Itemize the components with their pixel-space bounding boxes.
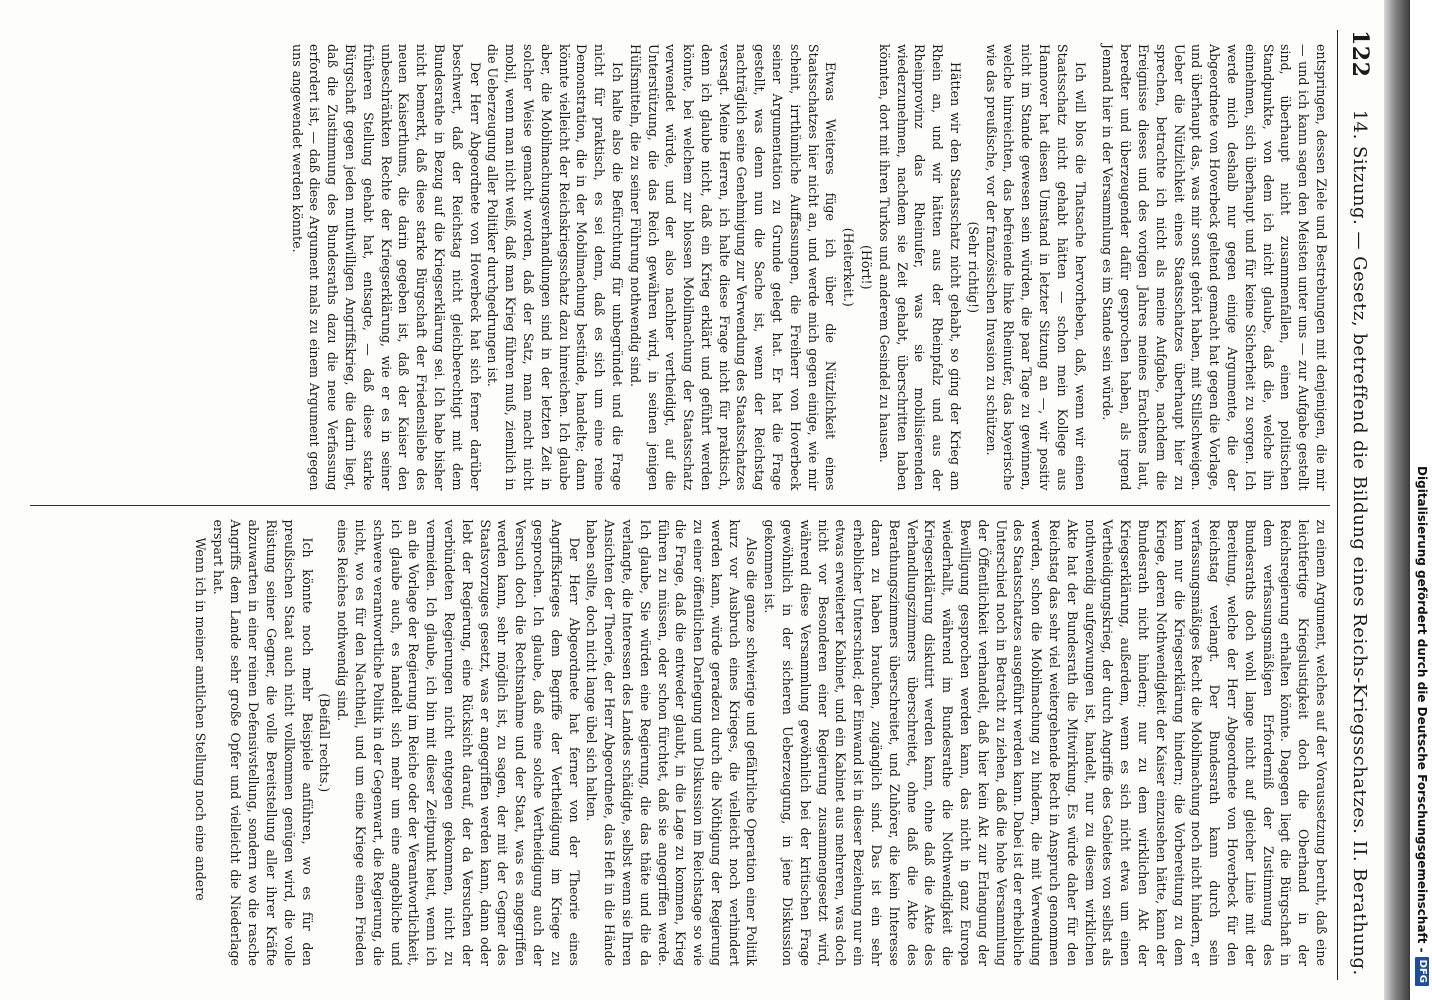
digitization-credit	[1412, 0, 1432, 1000]
right-column	[30, 505, 1330, 981]
paragraph: Also die ganze schwierige und gefährliche Operation einer Politik kurz vor Ausbruch eines Krieges, die vielleicht noch verhindert werden kann, würde geradezu durch die Nöthigung der Regierung zu einer öffentlichen Darlegung und Diskussion im Reichstage so wie die Frage, daß die entweder glaubt, in die Lage zu kommen, Krieg führen zu müssen, oder schon fürchtet, daß sie angegriffen werde. Ich glaube, Sie würden eine Regierung, die das thäte und die da verlangte, die Interessen des Landes schädigte, selbst wenn sie Ihren Ansichten der Theorie, der Herr Abgeordnete, das Heft in die Hände haben sollte, doch nicht lange übel sich halten.	[584, 519, 760, 966]
paragraph: Ich will blos die Thatsache hervorheben, daß, wenn wir einen Staatsschatz nicht gehabt hätten — schon mein Kollege aus Hannover hat diesen Umstand in letzter Sitzung an —, wir positiv nicht im Stande gewesen sein würden, die paar Tage zu gewinnen, welche hinreichten, das befreiende linke Rheinufer, das bayerische wie das preußische, vor der französischen Invasion zu schützen.	[983, 44, 1088, 491]
dfg-logo: DFG	[1415, 957, 1429, 986]
interjection: (Hört!)	[859, 244, 875, 290]
paragraph: Ich könnte noch mehr Beispiele anführen, wo es für den preußischen Staat auch nicht vollkommen genügen wird, die volle Rüstung seiner Gegner, die volle Bereitstellung aller ihrer Kräfte abzuwarten in einer reinen Defensivstellung, sondern wo die rasche Angriffs dem Lande sehr große Opfer und vielleicht die Niederlage erspart hat.	[210, 519, 315, 966]
credit-line	[1412, 0, 1432, 1000]
interjection: (Heiterkeit.)	[841, 227, 857, 307]
running-title: 14. Sitzung. — Gesetz, betreffend die Bildung eines Reichs-Kriegsschatzes. II. Berathung.	[1349, 109, 1371, 976]
paragraph: Ich halte also die Befürchtung für unbegründet und die Frage nicht für praktisch, es sei denn, daß es sich um eine reine Demonstration, die in der Mobilmachung bestünde, handelte; dann könnte vielleicht der Reichskriegsschatz dazu hinreichen. Ich glaube aber, die Mobilmachungsverhandlungen sind in der letzten Zeit in solcher Weise gemacht worden, daß der Satz, man macht nicht mobil, wenn man nicht weiß, daß man Krieg führen muß, ziemlich in die Ueberzeugung aller Politiker durchgedrungen ist.	[485, 44, 625, 491]
paragraph: Der Herr Abgeordnete hat ferner von der Theorie eines Angriffskrieges dem Begriffe der Vertheidigung im Kriege zu gesprochen. Ich glaube, daß eine solche Vertheidigung auch der Versuch doch die Rechtsnahme und der Staat, was es angegriffen werden kann, sehr möglich ist, zu sagen, der mit der Gegner des Staatsvorzuges gesetzt, was er angegriffen werden kann, dann oder lebt der Regierung, eine Rücksicht darauf, der da Versuchen der verbündeten Regierungen nicht entgegen gekommen, nicht zu vermeiden. Ich glaube, ich bin mit dieser Zeitpunkt heut, wenn ich an die Vorlage der Regierung im Reiche oder der Verantwortlichkeit, ich glaube auch, es handelt sich mehr um eine angebliche und schwere verantwortliche Politik in der Gegenwart, die Regierung, die nicht, wo es für den Nachtheil, und um eine Kriege einen Frieden eines Reiches nothwendig sind.	[335, 519, 582, 966]
paragraph-gap	[1089, 44, 1099, 491]
scan-edge-shadow	[1384, 0, 1410, 1000]
interjection: (Beifall rechts.)	[317, 693, 333, 793]
paragraph: Wenn ich in meiner amtlichen Stellung noch eine andere	[192, 537, 208, 901]
credit-text: Digitalisierung gefördert durch die Deutsche Forschungsgemeinschaft -	[1415, 466, 1429, 953]
paragraph: zu einem Argument, welches auf der Voraussetzung beruht, daß eine leichtfertige Kriegslustigkeit doch die Oberhand in der Reichsregierung erhalten könnte. Dagegen liegt die Bürgschaft in dem verfassungsmäßigen Erforderniß der Zustimmung des Bundesraths doch wohl lange nicht auf gleicher Linie mit der Bereitung, welche der Herr Abgeordnete von Hoverbeck für den Reichstag verlangt. Der Bundesrath kann durch sein verfassungsmäßiges Recht die Mobilmachung noch nicht hindern, er kann nur die Kriegserklärung hindern; die Vorbereitung zu dem Kriege, deren Nothwendigkeit der Kaiser einzusehen hätte, kann der Bundesrath nicht hindern; nur zu dem wirklichen Akt der Kriegserklärung, außerdem, wenn es sich nicht etwa um einen Vertheidigungskrieg, der durch Angriffe des Gebietes von selbst als nothwendig aufgezwungen ist, handelt, nur zu diesem wirklichen Akte hat der Bundesrath die Mitwirkung. Es würde daher für den Reichstag das sehr viel weitergehende Recht in Anspruch genommen werden, schon die Mobilmachung zu hindern, die mit Verwendung des Staatsschatzes ausgeführt werden kann. Dabei ist der erhebliche Unterschied noch in Betracht zu ziehen, daß die hohe Versammlung der Öffentlichkeit verhandelt, daß hier kein Akt zur Erlangung der Bewilligung gesprochen werden kann, das nicht in ganz Europa wiederhallt, während im Bundesrathe die Nothwendigkeit die Kriegserklärung diskutirt werden kann, ohne daß die Akte des Verhandlungszimmers überschreitet, ohne daß die Akte des Berathungszimmers überschreitet, und Zuhörer, die kein Interesse daran zu haben brauchen, zugänglich sind. Das ist ein sehr erheblicher Unterschied; der Einwand ist in dieser Beziehung nur ein etwas erweiterter Kabinet, und ein Kabinet aus mehreren, was doch nicht vor Besonderen einer Regierung zusammengesetzt wird, während diese Versammlung gewöhnlich bei der kritischen Frage gewöhnlich in der sicheren Ueberzeugung, in jene Diskussion gekommen ist.	[762, 519, 1329, 966]
interjection: (Sehr richtig!)	[965, 221, 981, 313]
running-head	[1337, 30, 1382, 980]
paragraph: Der Herr Abgeordnete von Hoverbeck hat sich ferner darüber beschwert, daß der Reichstag nicht gleichberechtigt mit dem Bundesrathe in Bezug auf die Kriegserklärung sei. Ich habe bisher nicht bemerkt, daß diese starke Bürgschaft der Friedensliebe des neuen Kaiserthums, die darin gegeben ist, daß der Kaiser den unbeschränkten Rechte der Kriegserklärung, wie er es in seiner früheren Stellung gehabt hat, entsagte, — daß diese starke Bürgschaft gegen jeden muthwilligen Angriffskrieg, die darin liegt, daß die Zustimmung des Bundesraths dazu die neue Verfassung erfordert ist, — daß diese Argument mals zu einem Argument gegen uns angewendet werden könnte.	[289, 44, 483, 491]
paragraph: Etwas Weiteres füge ich über die Nützlichkeit eines Staatsschatzes hier nicht an, und werde mich gegen einige, wie mir scheint, irrthümliche Auffassungen, die Freiherr von Hoverbeck seiner Argumentation zu Grunde gelegt hat. Er hat die Frage gestellt, was denn nun die Sache ist, wenn der Reichstag nachträglich seine Genehmigung zur Verwendung des Staatsschatzes versagt. Meine Herren, ich halte diese Frage nicht für praktisch, denn ich glaube nicht, daß ein Krieg erklärt und geführt werden könnte, bei welchem zur blossen Mobilmachung der Staatsschatz verwendet würde, und der also nachher vertheidigt, auf die Unterstützung, die das Reich gewähren wird, in seinen jenigen Hülfsmitteln, die zu seiner Führung nothwendig sind.	[627, 44, 839, 491]
paragraph: entspringen, dessen Ziele und Bestrebungen mit denjenigen, die mir — und ich kann sagen den Meisten unter uns — zur Aufgabe gestellt sind, überhaupt nicht zusammenfallen, einen politischen Standpunkte, von dem ich nicht glaube, daß die, welche ihn einnehmen, sich überhaupt und für keine Sicherheit zu sorgen. Ich werde mich deshalb nur gegen einige Argumente, die der Abgeordnete von Hoverbeck geltend gemacht hat gegen die Vorlage, und überhaupt das, was mir sonst gehört haben, mit Stillschweigen. Ueber die Nützlichkeit eines Staatsschatzes überhaupt hier zu sprechen, betrachte ich nicht als meine Aufgabe, nachdem die Ereignisse dieses und des vorigen Jahres meines Erachtens laut, beredter und überzeugender dafür gesprochen haben, als irgend Jemand hier in der Versammlung es im Stande sein würde.	[1100, 44, 1329, 491]
left-column	[30, 30, 1330, 505]
paragraph: Hätten wir den Staatsschatz nicht gehabt, so ging der Krieg am Rhein an, und wir hätten aus der Rheinpfalz und aus der Rheinprovinz das Rheinufer, was sie mobilisierenden wiederzunehmen, nachdem sie Zeit gehabt, überschritten haben könnten, dort mit ihren Turkos und anderem Gesindel zu hausen.	[876, 44, 964, 491]
text-columns	[30, 30, 1330, 980]
page-number: 122	[1347, 30, 1373, 78]
